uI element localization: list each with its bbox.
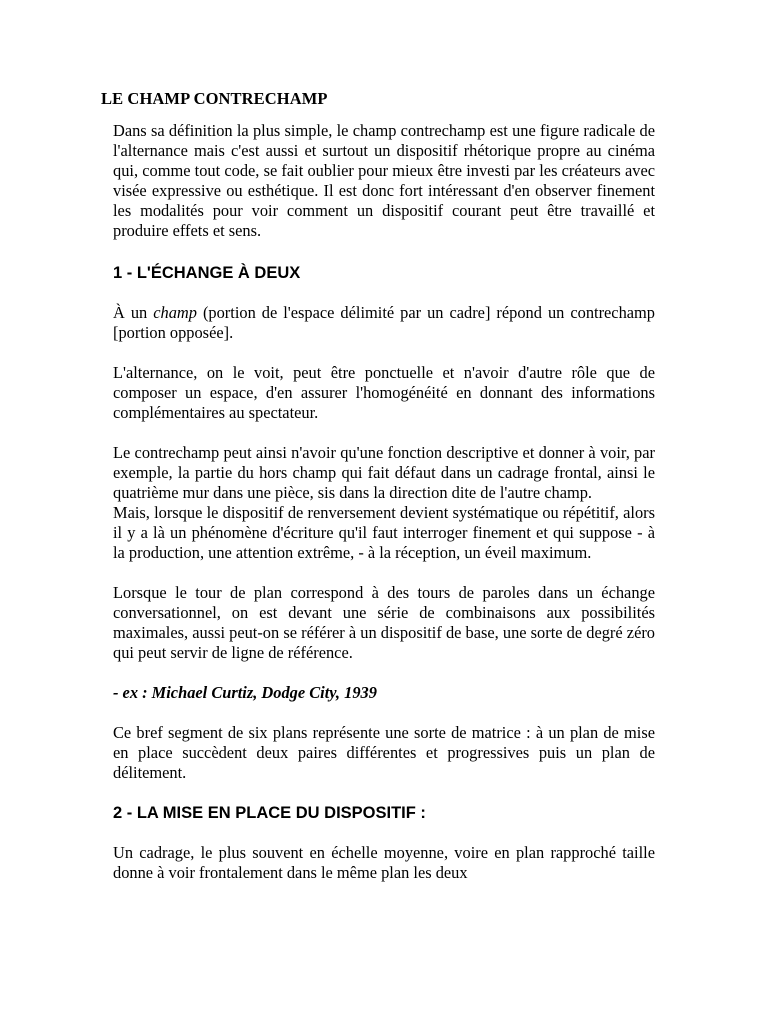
champ-definition-lead: À un [113, 303, 154, 322]
intro-paragraph: Dans sa définition la plus simple, le champ contrechamp est une figure radicale de l'alternance mais c'est aussi et surtout un dispositif rhétorique propre au cinéma qui, comme tout code, se fait oublier pour mieux être investi par les créateurs avec visée expressive ou esthétique. Il est donc fort intéressant d'en observer finement les modalités pour voir comment un dispositif courant peut être travaillé et produire effets et sens. [113, 121, 655, 240]
champ-term: champ [153, 303, 197, 322]
section-2-heading: 2 - LA MISE EN PLACE DU DISPOSITIF : [113, 804, 426, 822]
mise-en-place-paragraph: Un cadrage, le plus souvent en échelle moyenne, voire en plan rapproché taille donne à voir frontalement dans le même plan les deux [113, 843, 655, 882]
dispositif-systematique-paragraph: Mais, lorsque le dispositif de renversement devient systématique ou répétitif, alors il y a là un phénomène d'écriture qu'il faut interroger finement et qui suppose - à la production, une attention extrême, - à la réception, un éveil maximum. [113, 503, 655, 562]
document-title: LE CHAMP CONTRECHAMP [101, 89, 328, 108]
example-reference: - ex : Michael Curtiz, Dodge City, 1939 [113, 683, 377, 702]
champ-definition-rest: (portion de l'espace délimité par un cadre] répond un contrechamp [portion opposée]. [113, 303, 655, 342]
champ-definition-paragraph [113, 303, 655, 343]
document-body [113, 121, 655, 883]
matrice-paragraph: Ce bref segment de six plans représente une sorte de matrice : à un plan de mise en place succèdent deux paires différentes et progressives puis un plan de délitement. [113, 723, 655, 782]
contrechamp-descriptive-paragraph: Le contrechamp peut ainsi n'avoir qu'une fonction descriptive et donner à voir, par exemple, la partie du hors champ qui fait défaut dans un cadrage frontal, ainsi le quatrième mur dans une pièce, sis dans la direction dite de l'autre champ. [113, 443, 655, 502]
tour-de-plan-paragraph: Lorsque le tour de plan correspond à des tours de paroles dans un échange conversationnel, on est devant une série de combinaisons aux possibilités maximales, aussi peut-on se référer à un dispositif de base, une sorte de degré zéro qui peut servir de ligne de référence. [113, 583, 655, 662]
alternance-paragraph: L'alternance, on le voit, peut être ponctuelle et n'avoir d'autre rôle que de composer un espace, d'en assurer l'homogénéité en donnant des informations complémentaires au spectateur. [113, 363, 655, 422]
section-1-heading: 1 - L'ÉCHANGE À DEUX [113, 264, 301, 282]
